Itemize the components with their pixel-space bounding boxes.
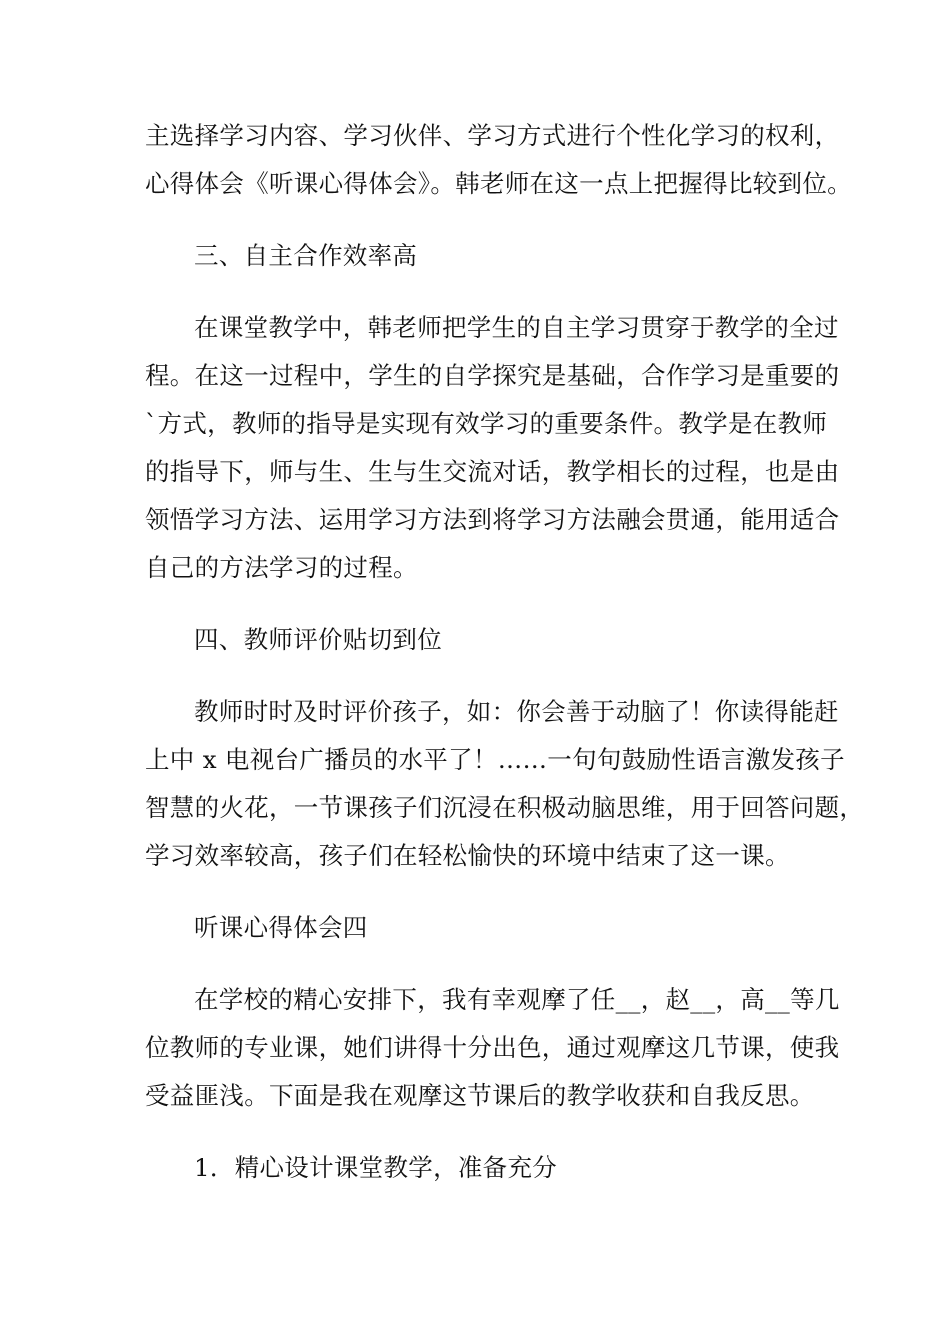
paragraph-line: 学习效率较高，孩子们在轻松愉快的环境中结束了这一课。 bbox=[145, 841, 790, 870]
list-item-heading: 1．精心设计课堂教学，准备充分 bbox=[194, 1153, 558, 1182]
section-title: 听课心得体会四 bbox=[194, 913, 368, 942]
paragraph-line: 主选择学习内容、学习伙伴、学习方式进行个性化学习的权利， bbox=[145, 121, 840, 150]
paragraph-line: 在课堂教学中，韩老师把学生的自主学习贯穿于教学的全过 bbox=[194, 313, 839, 342]
paragraph-line: 心得体会《听课心得体会》。韩老师在这一点上把握得比较到位。 bbox=[145, 169, 852, 198]
paragraph-line: 上中 x 电视台广播员的水平了！……一句句鼓励性语言激发孩子 bbox=[145, 745, 845, 774]
paragraph-line: 位教师的专业课，她们讲得十分出色，通过观摩这几节课，使我 bbox=[145, 1033, 840, 1062]
paragraph-line: 智慧的火花，一节课孩子们沉浸在积极动脑思维，用于回答问题， bbox=[145, 793, 865, 822]
paragraph-line: 的指导下，师与生、生与生交流对话，教学相长的过程，也是由 bbox=[145, 457, 840, 486]
paragraph-line: 受益匪浅。下面是我在观摩这节课后的教学收获和自我反思。 bbox=[145, 1081, 815, 1110]
paragraph-line: `方式，教师的指导是实现有效学习的重要条件。教学是在教师 bbox=[145, 409, 828, 438]
paragraph-line: 自己的方法学习的过程。 bbox=[145, 553, 418, 582]
paragraph-line: 在学校的精心安排下，我有幸观摩了任__，赵__，高__等几 bbox=[194, 985, 840, 1014]
paragraph-line: 领悟学习方法、运用学习方法到将学习方法融会贯通，能用适合 bbox=[145, 505, 840, 534]
section-heading: 四、教师评价贴切到位 bbox=[194, 625, 442, 654]
section-heading: 三、自主合作效率高 bbox=[194, 241, 418, 270]
paragraph-line: 教师时时及时评价孩子，如：你会善于动脑了！你读得能赶 bbox=[194, 697, 839, 726]
paragraph-line: 程。在这一过程中，学生的自学探究是基础，合作学习是重要的 bbox=[145, 361, 840, 390]
document-body bbox=[145, 112, 865, 1192]
